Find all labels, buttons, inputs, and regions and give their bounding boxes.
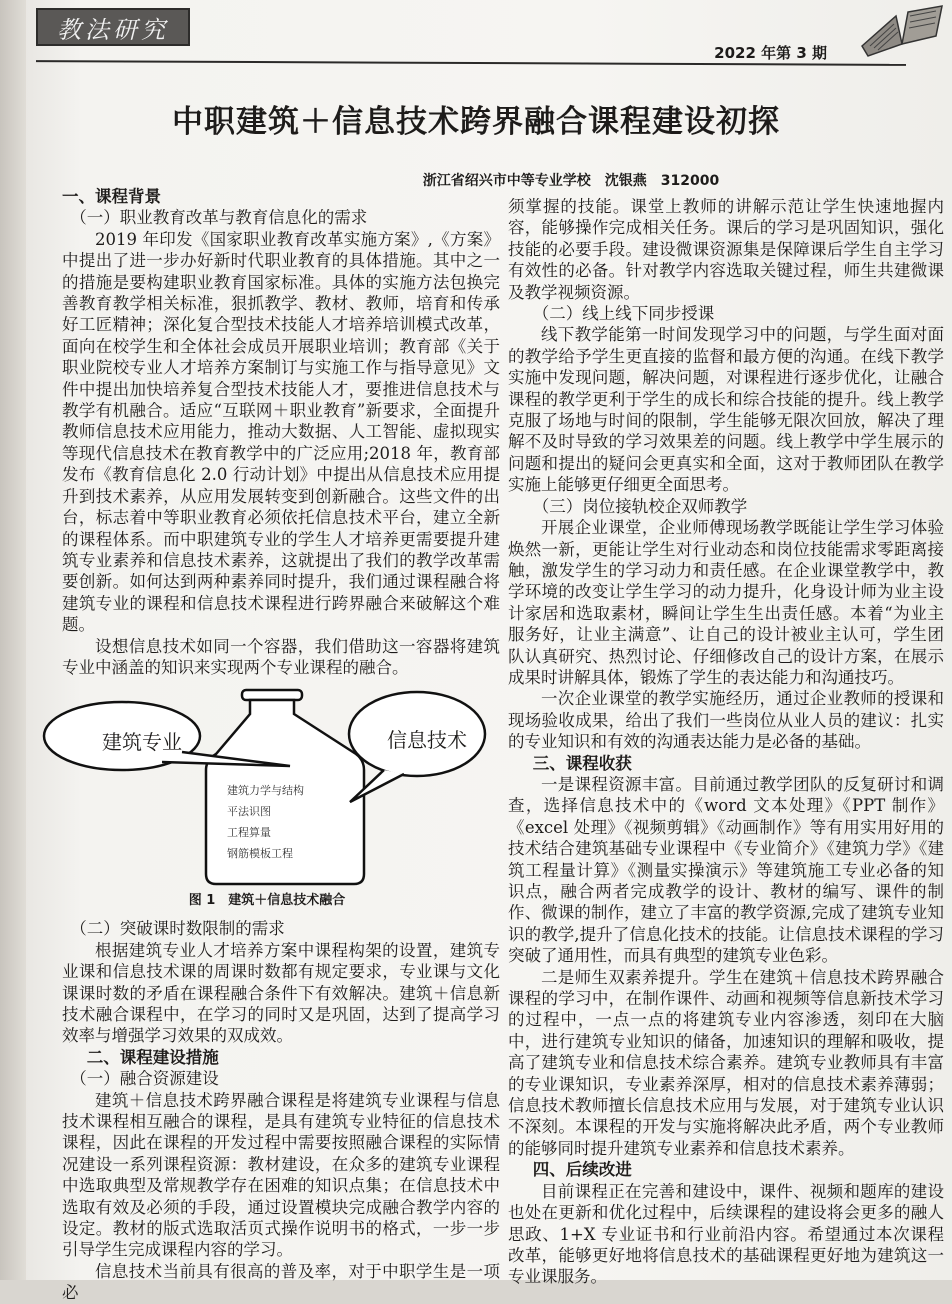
subheading: （一）融合资源建设 [70, 1069, 219, 1089]
paragraph: 设想信息技术如同一个容器，我们借助这一容器将建筑专业中涵盖的知识来实现两个专业课程的融合。 [62, 636, 500, 677]
right-column [508, 196, 944, 1288]
bottle-item: 工程算量 [227, 826, 271, 840]
paragraph: 线下教学能第一时间发现学习中的问题，与学生面对面的教学给予学生更直接的监督和最方便的沟通。在线下教学实施中发现问题，解决问题，对课程进行逐步优化，让融合课程的教学更利于学生的成长和综合技能的提升。线上教学克服了场地与时间的限制，学生能够无限次回放，解决了理解不及时导致的学习效果差的问题。线上教学中学生展示的问题和提出的疑问会更真实和全面，这对于教师团队在教学实施上能够更仔细更全面思考。 [508, 325, 944, 495]
bubble-architecture: 建筑专业 [102, 730, 182, 755]
bottle-item: 平法识图 [227, 805, 271, 819]
paragraph: 2019 年印发《国家职业教育改革实施方案》,《方案》中提出了进一步办好新时代职业教育的具体措施。其中之一的措施是要构建职业教育国家标准。具体的实施方法包换完善教育教学相关标准，狠抓教学、教材、教师，培育和传承好工匠精神；深化复合型技术技能人才培养培训模式改革，面向在校学生和全体社会成员开展职业培训；教育部《关于职业院校专业人才培养方案制订与实施工作与指导意见》文件中提出加快培养复合型技术技能人才，要推进信息技术与教学有机融合。适应“互联网＋职业教育”新要求，全面提升教师信息技术应用能力，推动大数据、人工智能、虚拟现实等现代信息技术在教育教学中的广泛应用;2018 年，教育部发布《教育信息化 2.0 行动计划》中提出从信息技术应用提升到技术素养，从应用发展转变到创新融合。这些文件的出台，标志着中等职业教育必须依托信息技术平台，建立全新的课程体系。而中职建筑专业的学生人才培养更需要提升建筑专业素养和信息技术素养，这就提出了我们的教学改革需要创新。如何达到两种素养同时提升，我们通过课程融合将建筑专业的课程和信息技术课程进行跨界融合来破解这个难题。 [62, 229, 500, 635]
figure-caption: 图 1 建筑＋信息技术融合 [188, 893, 346, 909]
heading-course-background: 一、课程背景 [62, 187, 161, 206]
heading-course-outcomes: 三、课程收获 [532, 753, 632, 773]
subheading: （三）岗位接轨校企双师教学 [532, 496, 748, 516]
subheading: （一）职业教育改革与教育信息化的需求 [70, 208, 368, 228]
paragraph: 开展企业课堂，企业师傅现场教学既能让学生学习体验焕然一新，更能让学生对行业动态和岗位技能需求零距离接触，激发学生的学习动力和责任感。在企业课堂教学中，教学环境的改变让学生学习的动力提升，化身设计师为业主设计家居和选取素材，瞬间让学生生出责任感。本着“为业主服务好，让业主满意”、让自己的设计被业主认可，学生团队认真研究、热烈讨论、仔细修改自己的设计方案，在展示成果时讲解具体，锻炼了学生的表达能力和沟通技巧。 [508, 518, 944, 687]
article-title: 中职建筑＋信息技术跨界融合课程建设初探 [172, 104, 780, 140]
previous-page-edge [0, 0, 26, 1280]
paragraph: 信息技术当前具有很高的普及率，对于中职学生是一项必 [62, 1261, 500, 1303]
issue-label: 2022 年第 3 期 [714, 44, 827, 62]
bottle-item: 钢筋模板工程 [227, 847, 293, 861]
subheading: （二）突破课时数限制的需求 [70, 919, 285, 939]
figure-1 [32, 684, 502, 914]
bottle-item: 建筑力学与结构 [227, 784, 304, 798]
heading-future-improvements: 四、后续改进 [532, 1160, 632, 1180]
paragraph: 目前课程正在完善和建设中，课件、视频和题库的建设也处在更新和优化过程中，后续课程的建设将会更多的融人思政、1+X 专业证书和行业前沿内容。希望通过本次课程改革，能够更好地将信息技术的基础课程更好地为建筑这一专业课服务。 [508, 1181, 944, 1287]
paragraph: 须掌握的技能。课堂上教师的讲解示范让学生快速地握内容，能够操作完成相关任务。课后的学习是巩固知识，强化技能的必要手段。建设微课资源集是保障课后学生自主学习有效性的必备。针对教学内容选取关键过程，师生共建微课及教学视频资源。 [508, 197, 944, 302]
heading-course-measures: 二、课程建设措施 [86, 1047, 219, 1067]
author-affiliation: 浙江省绍兴市中等专业学校 沈银燕 312000 [422, 173, 720, 189]
open-book-icon [856, 2, 946, 58]
bubble-information-technology: 信息技术 [387, 728, 467, 753]
bottle-item-list [227, 780, 304, 864]
left-column [62, 186, 500, 1304]
paragraph: 一次企业课堂的教学实施经历，通过企业教师的授课和现场验收成果，给出了我们一些岗位从业人员的建议：扎实的专业知识和有效的沟通表达能力是必备的基础。 [508, 689, 944, 752]
subheading: （二）线上线下同步授课 [532, 304, 715, 324]
paragraph: 根据建筑专业人才培养方案中课程构架的设置，建筑专业课和信息技术课的周课时数都有规定要求，专业课与文化课课时数的矛盾在课程融合条件下有效解决。建筑＋信息新技术融合课程中，在学习的同时又是巩固，达到了提高学习效率与增强学习效果的双成效。 [62, 940, 500, 1046]
paragraph: 一是课程资源丰富。目前通过教学团队的反复研讨和调查，选择信息技术中的《word 文本处理》《PPT 制作》《excel 处理》《视频剪辑》《动画制作》等有用实用好用的技术结合建筑基础专业课程中《专业简介》《建筑力学》《建筑工程量计算》《测量实操演示》等建筑施工专业必备的知识点，融合两者完成教学的设计、教材的编写、课件的制作、微课的制作，建立了丰富的教学资源,完成了建筑专业知识的教学,提升了信息化技术的技能。让信息技术课程的学习突破了通用性，而具有典型的建筑专业色彩。 [508, 774, 944, 966]
paragraph: 建筑＋信息技术跨界融合课程是将建筑专业课程与信息技术课程相互融合的课程，是具有建筑专业特征的信息技术课程，因此在课程的开发过程中需要按照融合课程的实际情况建设一系列课程资源：教材建设，在众多的建筑专业课程中选取典型及常规教学存在困难的知识点集；在信息技术中选取有效及必须的手段，通过设置模块完成融合教学内容的设定。教材的版式选取活页式操作说明书的格式，一步一步引导学生完成课程内容的学习。 [62, 1090, 500, 1260]
paragraph: 二是师生双素养提升。学生在建筑＋信息技术跨界融合课程的学习中，在制作课件、动画和视频等信息新技术学习的过程中，一点一点的将建筑专业内容渗透，刻印在大脑中，进行建筑专业知识的储备，加速知识的理解和吸收，提高了建筑专业和信息技术综合素养。建筑专业教师具有丰富的专业课知识，专业素养深厚，相对的信息技术素养薄弱；信息技术教师擅长信息技术应用与发展，对于建筑专业认识不深刻。本课程的开发与实施将解决此矛盾，两个专业教师的能够同时提升建筑专业素养和信息技术素养。 [508, 967, 944, 1158]
section-tag: 教法研究 [36, 8, 190, 46]
